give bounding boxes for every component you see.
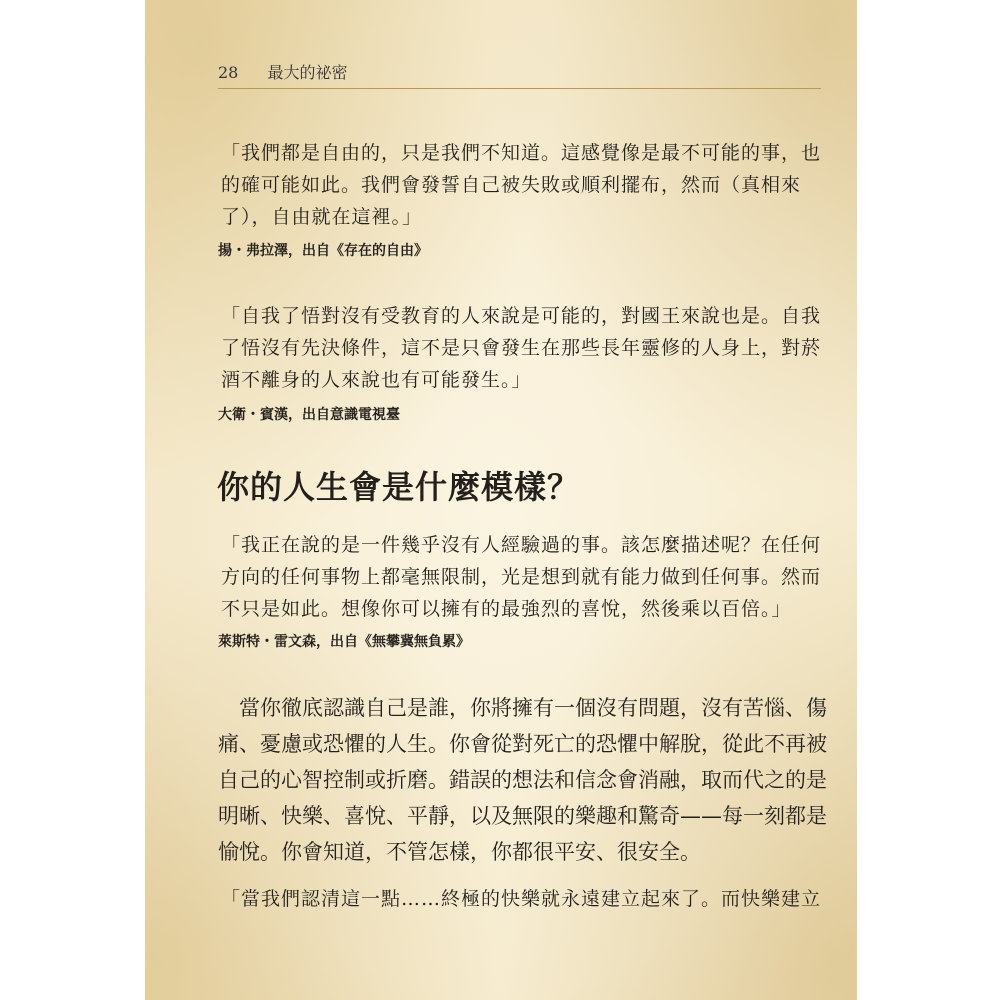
body-line: 愉悅。你會知道，不管怎樣，你都很平安、很安全。 xyxy=(218,840,701,864)
quote-line: 「我們都是自由的，只是我們不知道。這感覺像是最不可能的事，也 xyxy=(221,142,822,164)
body-paragraph xyxy=(218,690,828,870)
header-divider xyxy=(218,88,821,89)
quote-source-1: 揚・弗拉澤，出自《存在的自由》 xyxy=(218,243,428,259)
body-line: 痛、憂慮或恐懼的人生。你會從對死亡的恐懼中解脫，從此不再被 xyxy=(218,732,827,756)
quote-line: 「我正在說的是一件幾乎沒有人經驗過的事。該怎麼描述呢？在任何 xyxy=(221,534,822,556)
body-line: 自己的心智控制或折磨。錯誤的想法和信念會消融，取而代之的是 xyxy=(218,768,827,792)
quote-line: 了），自由就在這裡。」 xyxy=(221,206,423,228)
page-number: 28 xyxy=(218,63,239,82)
quote-line: 「自我了悟對沒有受教育的人來說是可能的，對國王來說也是。自我 xyxy=(221,305,822,327)
book-title: 最大的祕密 xyxy=(267,63,348,82)
quote-block-4 xyxy=(221,883,821,915)
quote-line: 了悟沒有先決條件，這不是只會發生在那些長年靈修的人身上，對菸 xyxy=(221,337,822,359)
quote-block-2 xyxy=(221,300,821,396)
body-line: 當你徹底認識自己是誰，你將擁有一個沒有問題，沒有苦惱、傷 xyxy=(218,696,827,720)
quote-line: 方向的任何事物上都毫無限制，光是想到就有能力做到任何事。然而 xyxy=(221,566,822,588)
quote-source-2: 大衛・賓漢，出自意識電視臺 xyxy=(218,407,400,423)
quote-line: 不只是如此。想像你可以擁有的最強烈的喜悅，然後乘以百倍。」 xyxy=(221,598,792,620)
quote-block-1 xyxy=(221,137,821,233)
book-page xyxy=(145,0,857,1000)
quote-block-3 xyxy=(221,529,821,625)
running-head xyxy=(218,60,347,83)
quote-line: 的確可能如此。我們會發誓自己被失敗或順利擺布，然而（真相來 xyxy=(221,174,802,196)
section-heading: 你的人生會是什麼模樣？ xyxy=(217,468,581,506)
quote-source-3: 萊斯特・雷文森，出自《無攀冀無負累》 xyxy=(218,634,470,650)
body-line: 明晰、快樂、喜悅、平靜，以及無限的樂趣和驚奇——每一刻都是 xyxy=(218,804,827,828)
quote-line: 「當我們認清這一點……終極的快樂就永遠建立起來了。而快樂建立 xyxy=(221,888,822,910)
quote-line: 酒不離身的人來說也有可能發生。」 xyxy=(221,369,532,391)
